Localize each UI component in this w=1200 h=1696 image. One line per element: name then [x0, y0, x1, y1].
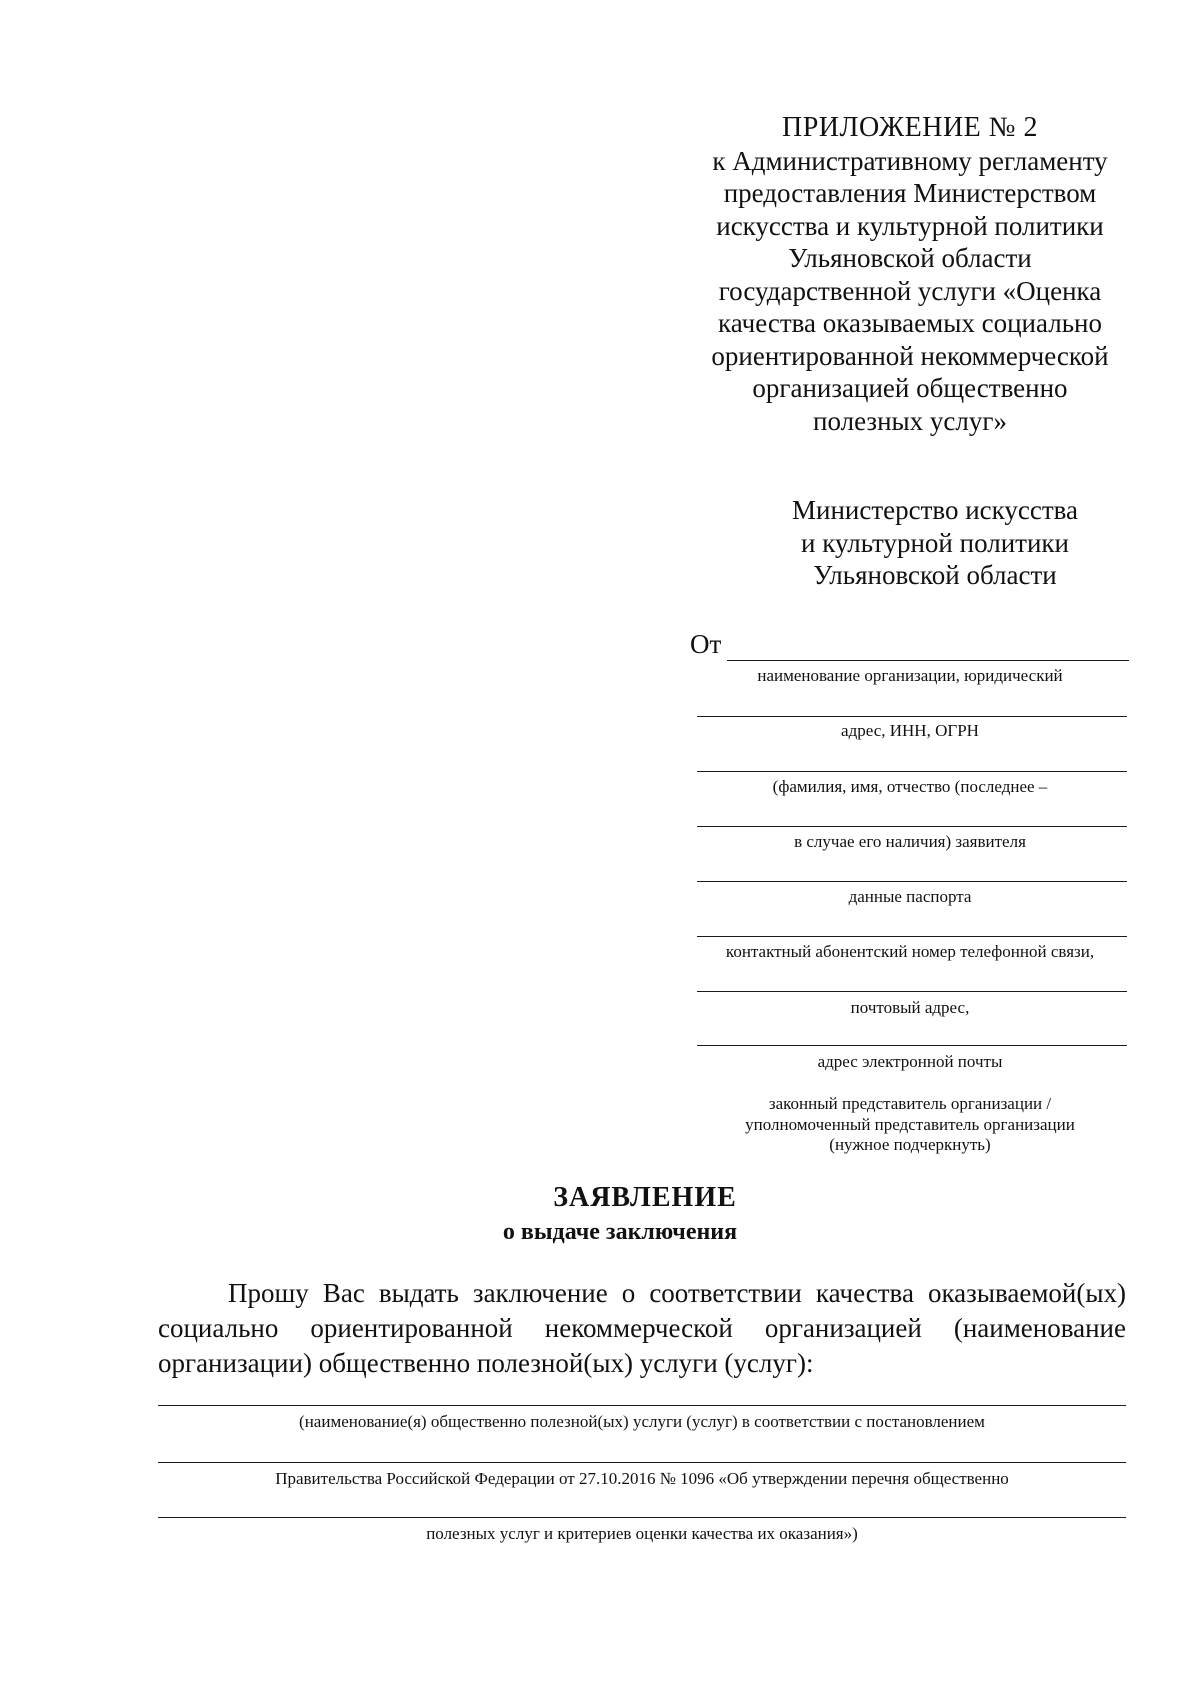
appendix-header — [690, 112, 1130, 437]
applicant-address-field[interactable] — [697, 716, 1127, 717]
field-caption: наименование организации, юридический — [757, 666, 1063, 685]
field-caption: адрес электронной почты — [817, 1052, 1003, 1071]
representative-line: уполномоченный представитель организации — [745, 1114, 1075, 1134]
appendix-line: к Административному регламенту — [712, 145, 1108, 176]
appendix-line: полезных услуг» — [813, 405, 1007, 436]
service-caption: (наименование(я) общественно полезной(ых) услуги (услуг) в соответствии с постановлением — [299, 1412, 985, 1431]
addressee-line: Ульяновской области — [813, 560, 1057, 590]
service-name-field-3[interactable] — [158, 1517, 1126, 1518]
service-caption: полезных услуг и критериев оценки качества их оказания») — [426, 1524, 858, 1543]
representative-line: законный представитель организации / — [768, 1094, 1052, 1113]
appendix-line: ориентированной некоммерческой — [711, 340, 1109, 371]
postal-address-field[interactable] — [697, 991, 1127, 992]
from-label: От — [690, 629, 722, 659]
addressee-line: Министерство искусства — [791, 495, 1079, 525]
appendix-title: ПРИЛОЖЕНИЕ № 2 — [782, 112, 1038, 143]
representative-block — [690, 1094, 1130, 1156]
field-caption: данные паспорта — [848, 887, 972, 906]
addressee-line: и культурной политики — [801, 527, 1069, 558]
appendix-line: организацией общественно — [752, 373, 1068, 403]
appendix-line: качества оказываемых социально — [718, 308, 1102, 338]
applicant-name-field[interactable] — [727, 660, 1129, 661]
appendix-line: Ульяновской области — [788, 243, 1032, 273]
phone-field[interactable] — [697, 936, 1127, 937]
statement-body: Прошу Вас выдать заключение о соответствии качества оказываемой(ых) социально ориентированной некоммерческой организацией (наименование организации) общественно полезной(ых) услуги (услуг): — [158, 1278, 1126, 1378]
field-caption: в случае его наличия) заявителя — [794, 832, 1026, 851]
service-name-field-2[interactable] — [158, 1462, 1126, 1463]
representative-line: (нужное подчеркнуть) — [829, 1135, 991, 1154]
field-caption: почтовый адрес, — [850, 998, 970, 1017]
field-caption: (фамилия, имя, отчество (последнее – — [772, 777, 1048, 796]
appendix-line: государственной услуги «Оценка — [718, 275, 1102, 306]
email-field[interactable] — [697, 1045, 1127, 1046]
field-caption: адрес, ИНН, ОГРН — [841, 721, 979, 740]
statement-title: ЗАЯВЛЕНИЕ — [553, 1182, 737, 1213]
appendix-line: искусства и культурной политики — [716, 210, 1104, 241]
addressee-block — [770, 494, 1100, 592]
service-name-field[interactable] — [158, 1405, 1126, 1406]
appendix-line: предоставления Министерством — [723, 178, 1097, 208]
statement-subtitle: о выдаче заключения — [502, 1219, 738, 1245]
applicant-fullname-field-2[interactable] — [697, 826, 1127, 827]
field-caption: контактный абонентский номер телефонной связи, — [725, 942, 1095, 961]
service-caption: Правительства Российской Федерации от 27.10.2016 № 1096 «Об утверждении перечня общественно — [275, 1469, 1009, 1488]
applicant-fullname-field[interactable] — [697, 771, 1127, 772]
passport-field[interactable] — [697, 881, 1127, 882]
